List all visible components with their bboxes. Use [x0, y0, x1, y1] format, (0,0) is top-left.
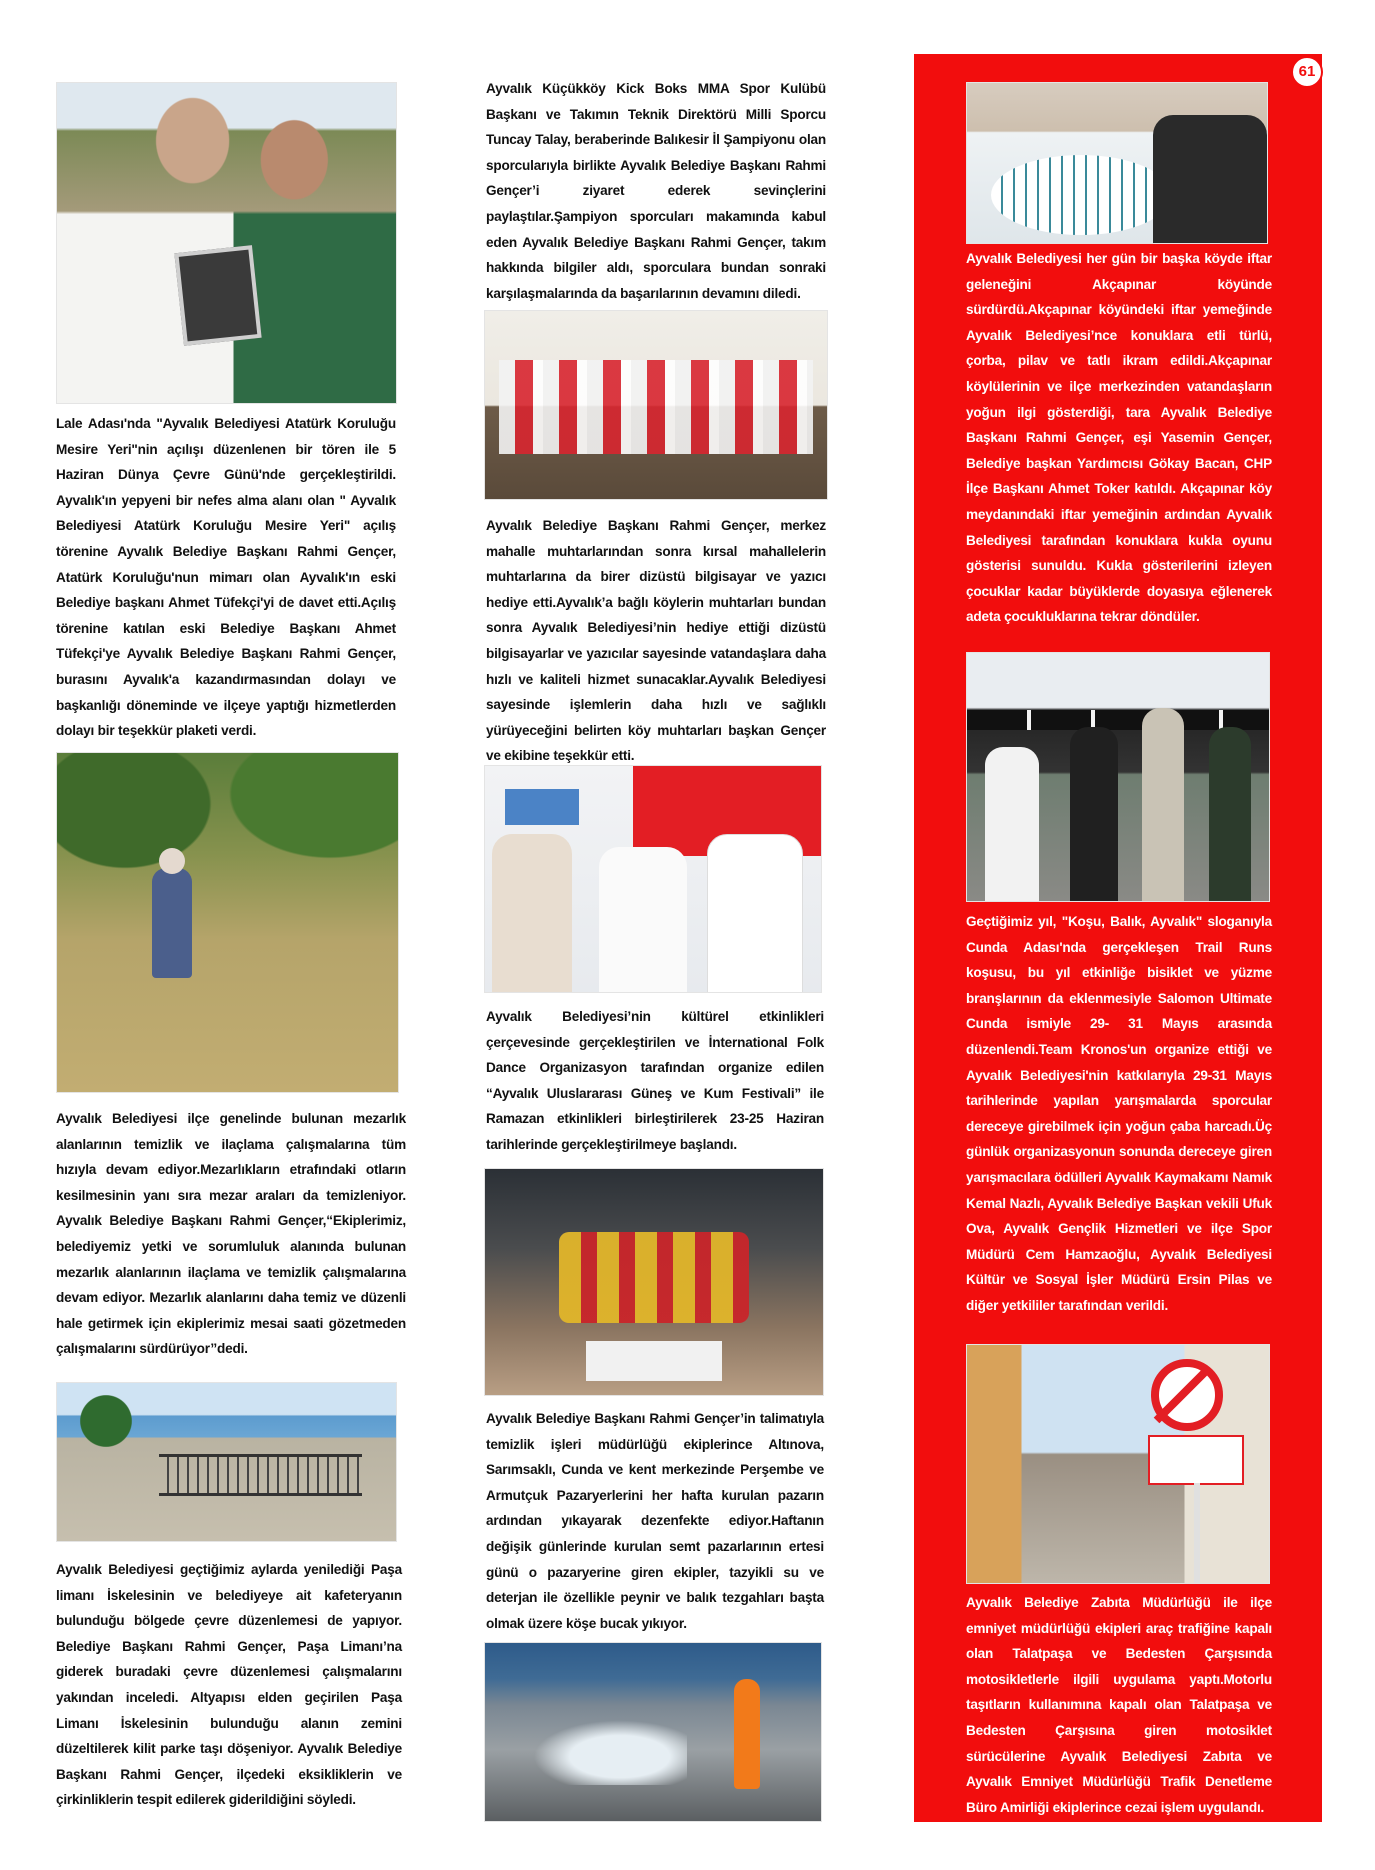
photo-cemetery-cleaning: [56, 752, 399, 1093]
photo-market-washing: [484, 1642, 822, 1822]
photo-pasa-limani: [56, 1382, 397, 1542]
article-pasa-limani: Ayvalık Belediyesi geçtiğimiz aylarda yenilediği Paşa limanı İskelesinin ve belediyeye ait kafeteryanın bulunduğu bölgede çevre düzenlemesi de yapıyor. Belediye Başkanı Rahmi Gençer, Paşa Limanı’na giderek buradaki çevre düzenlemesi çalışmalarını yakından inceledi. Altyapısı elden geçirilen Paşa Limanı İskelesinin bulunduğu alanın zemini düzeltilerek kilit parke taşı döşeniyor. Ayvalık Belediye Başkanı Rahmi Gençer, ilçedeki eksikliklerin ve çirkinliklerin tespit edilerek giderildiğini söyledi.: [56, 1562, 402, 1808]
photo-folk-dancers: [484, 1168, 824, 1396]
article-iftar: Ayvalık Belediyesi her gün bir başka köyde iftar geleneğini Akçapınar köyünde sürdürdü.Akçapınar köyündeki iftar yemeğinde Ayvalık Belediyesi’nce konuklara etli türlü, çorba, pilav ve tatlı ikram edildi.Akçapınar köylülerinin ve ilçe merkezinden vatandaşların yoğun ilgi gösterdiği, tara Ayvalık Belediye Başkanı Rahmi Gençer, eşi Yasemin Gençer, Belediye başkan Yardımcısı Gökay Bacan, CHP İlçe Başkanı Ahmet Toker katıldı. Akçapınar köy meydanındaki iftar yemeğinin ardından Ayvalık Belediyesi tarafından konuklara kukla oyunu gösterisi sunuldu. Kukla gösterilerini izleyen çocuklar kadar büyüklerde doyasıya eğlenerek adeta çocukluklarına tekrar döndüler.: [966, 251, 1272, 625]
photo-kickboks-team: [484, 310, 828, 500]
article-festival: Ayvalık Belediyesi’nin kültürel etkinlikleri çerçevesinde gerçekleştirilen ve İnternational Folk Dance Organizasyon tarafından organize edilen “Ayvalık Uluslararası Güneş ve Kum Festivali” ile Ramazan etkinlikleri birleştirilerek 23-25 Haziran tarihlerinde gerçekleştirilmeye başlandı.: [486, 1009, 824, 1152]
article-kickboks: Ayvalık Küçükköy Kick Boks MMA Spor Kulübü Başkanı ve Takımın Teknik Direktörü Milli Sporcu Tuncay Talay, beraberinde Balıkesir İl Şampiyonu olan sporcularıyla birlikte Ayvalık Belediye Başkanı Rahmi Gençer’i ziyaret ederek sevinçlerini paylaştılar.Şampiyon sporcuları makamında kabul eden Ayvalık Belediye Başkanı Rahmi Gençer, takım hakkında bilgiler aldı, sporculara bundan sonraki karşılaşmalarında da başarılarının devamını diledi.: [486, 81, 826, 301]
page-number: 61: [1291, 56, 1323, 88]
article-salomon-ultimate: Geçtiğimiz yıl, "Koşu, Balık, Ayvalık" sloganıyla Cunda Adası'nda gerçekleşen Trail Runs koşusu, bu yıl etkinliğe bisiklet ve yüzme branşlarının da eklenmesiyle Salomon Ultimate Cunda ismiyle 29- 31 Mayıs arasında düzenlendi.Team Kronos'un organize ettiği ve Ayvalık Belediyesi'nin katkılarıyla 29-31 Mayıs tarihlerinde yapılan yarışmalarda sporcular dereceye girebilmek için yoğun çaba harcadı.Üç günlük organizasyonun sonunda dereceye giren yarışmacılara ödülleri Ayvalık Kaymakamı Namık Kemal Nazlı, Ayvalık Belediye Başkan vekili Ufuk Ova, Ayvalık Gençlik Hizmetleri ve ilçe Spor Müdürü Cem Hamzaoğlu, Ayvalık Belediyesi Kültür ve Sosyal İşler Müdürü Ersin Pilas ve diğer yetkililer tarafından verildi.: [966, 914, 1272, 1313]
article-cemetery-cleaning: Ayvalık Belediyesi ilçe genelinde bulunan mezarlık alanlarının temizlik ve ilaçlama çalışmalarına tüm hızıyla devam ediyor.Mezarlıkların etrafındaki otların kesilmesinin yanı sıra mezar araları da temizleniyor. Ayvalık Belediye Başkanı Rahmi Gençer,“Ekiplerimiz, belediyemiz yetki ve sorumluluk alanında bulunan mezarlık alanlarının ilaçlama ve temizlik çalışmalarına devam ediyor. Mezarlık alanlarını daha temiz ve düzenli hale getirmek için ekiplerimiz mesai saati gözetmeden çalışmalarını sürdürüyor’’dedi.: [56, 1111, 406, 1357]
photo-salomon-podium: [966, 652, 1270, 902]
photo-iftar: [966, 82, 1268, 244]
photo-plaque-ceremony: [56, 82, 397, 404]
article-muhtar-laptops: Ayvalık Belediye Başkanı Rahmi Gençer, merkez mahalle muhtarlarından sonra kırsal mahallelerin muhtarlarına da birer dizüstü bilgisayar ve yazıcı hediye etti.Ayvalık’a bağlı köylerin muhtarları bundan sonra Ayvalık Belediyesi’nin hediye ettiği dizüstü bilgisayarlar ve yazıcılar sayesinde vatandaşlara daha hızlı ve kaliteli hizmet sunacaklar.Ayvalık Belediyesi sayesinde işlemlerin daha hızlı ve sağlıklı yürüyeceğini belirten köy muhtarları başkan Gençer ve ekibine teşekkür etti.: [486, 518, 826, 764]
article-zabita-motorcycle: Ayvalık Belediye Zabıta Müdürlüğü ile ilçe emniyet müdürlüğü ekipleri araç trafiğine kapalı olan Talatpaşa ve Bedesten Çarşısında motosikletlerle ilgili uygulama yaptı.Motorlu taşıtların kullanımına kapalı olan Talatpaşa ve Bedesten Çarşısına giren motosiklet sürücülerine Ayvalık Belediyesi Zabıta ve Ayvalık Emniyet Müdürlüğü Trafik Denetleme Büro Amirliği ekiplerince cezai işlem uygulandı.: [966, 1595, 1272, 1815]
photo-laptop-presentation: [484, 765, 822, 993]
photo-pedestrian-street: [966, 1344, 1270, 1584]
article-market-cleaning: Ayvalık Belediye Başkanı Rahmi Gençer’in talimatıyla temizlik işleri müdürlüğü ekiplerince Altınova, Sarımsaklı, Cunda ve kent merkezinde Perşembe ve Armutçuk Pazaryerlerini her hafta kurulan pazarın ardından yıkayarak dezenfekte ediyor.Haftanın değişik günlerinde kurulan semt pazarlarının ertesi günü o pazaryerine giren ekipler, tazyikli su ve deterjan ile özellikle peynir ve balık tezgahları başta olmak üzere köşe bucak yıkıyor.: [486, 1411, 824, 1631]
article-lale-adasi: Lale Adası'nda "Ayvalık Belediyesi Atatürk Koruluğu Mesire Yeri"nin açılışı düzenlenen bir tören ile 5 Haziran Dünya Çevre Günü'nde gerçekleştirildi. Ayvalık'ın yepyeni bir nefes alma alanı olan " Ayvalık Belediyesi Atatürk Koruluğu Mesire Yeri" açılış törenine Ayvalık Belediye Başkanı Rahmi Gençer, Atatürk Koruluğu'nun mimarı olan Ayvalık'ın eski Belediye başkanı Ahmet Tüfekçi'yi de davet etti.Açılış törenine katılan eski Belediye Başkanı Ahmet Tüfekçi'ye Ayvalık Belediye Başkanı Rahmi Gençer, burasını Ayvalık'a kazandırmasından dolayı ve başkanlığı döneminde ve ilçeye yaptığı hizmetlerden dolayı bir teşekkür plaketi verdi.: [56, 416, 396, 739]
